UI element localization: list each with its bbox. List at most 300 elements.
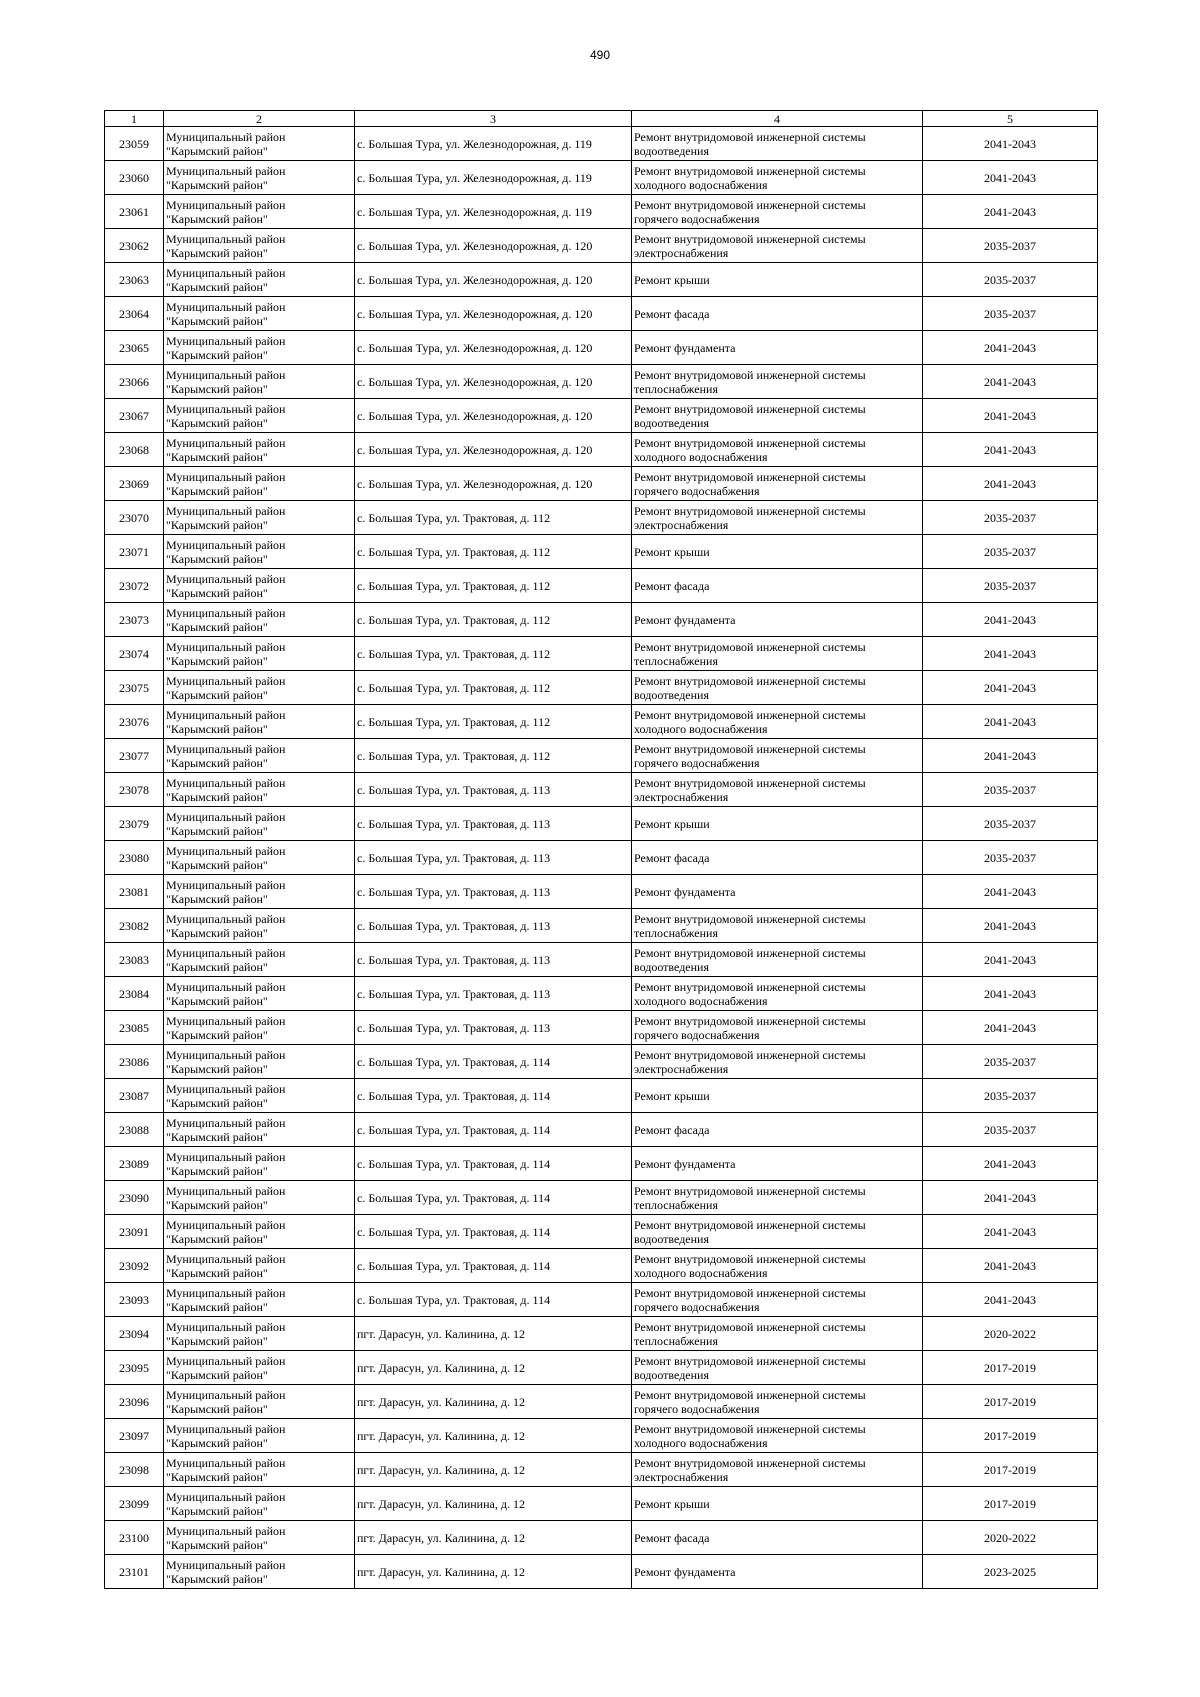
period-cell: 2041-2043 bbox=[923, 1283, 1098, 1317]
row-number-cell: 23096 bbox=[105, 1385, 164, 1419]
period-cell: 2041-2043 bbox=[923, 637, 1098, 671]
work-type-line: горячего водоснабжения bbox=[634, 755, 760, 770]
work-type-line: водоотведения bbox=[634, 415, 709, 430]
row-number-cell: 23067 bbox=[105, 399, 164, 433]
municipality-line: Муниципальный район bbox=[166, 1047, 286, 1062]
work-type-cell bbox=[632, 229, 923, 263]
municipality-cell bbox=[164, 1317, 355, 1351]
row-number-cell: 23079 bbox=[105, 807, 164, 841]
work-type-cell bbox=[632, 1181, 923, 1215]
work-type-line: Ремонт фундамента bbox=[634, 1156, 736, 1171]
address-cell: с. Большая Тура, ул. Железнодорожная, д. 119 bbox=[355, 161, 632, 195]
row-number-cell: 23092 bbox=[105, 1249, 164, 1283]
work-type-line: Ремонт внутридомовой инженерной системы bbox=[634, 1013, 866, 1028]
address-cell: пгт. Дарасун, ул. Калинина, д. 12 bbox=[355, 1453, 632, 1487]
municipality-cell bbox=[164, 433, 355, 467]
period-cell: 2041-2043 bbox=[923, 1011, 1098, 1045]
work-type-line: Ремонт внутридомовой инженерной системы bbox=[634, 1353, 866, 1368]
municipality-line: "Карымский район" bbox=[166, 687, 268, 702]
row-number-cell: 23064 bbox=[105, 297, 164, 331]
work-type-cell bbox=[632, 1351, 923, 1385]
municipality-line: Муниципальный район bbox=[166, 503, 286, 518]
period-cell: 2041-2043 bbox=[923, 433, 1098, 467]
municipality-cell bbox=[164, 1555, 355, 1589]
work-type-line: Ремонт внутридомовой инженерной системы bbox=[634, 367, 866, 382]
column-header-4: 4 bbox=[632, 111, 923, 127]
municipality-cell bbox=[164, 1147, 355, 1181]
municipality-line: "Карымский район" bbox=[166, 483, 268, 498]
work-type-cell bbox=[632, 1487, 923, 1521]
work-type-cell bbox=[632, 1147, 923, 1181]
work-type-cell bbox=[632, 127, 923, 161]
work-type-cell bbox=[632, 1453, 923, 1487]
work-type-line: водоотведения bbox=[634, 1231, 709, 1246]
table-row bbox=[105, 773, 1098, 807]
municipality-line: "Карымский район" bbox=[166, 755, 268, 770]
address-cell: пгт. Дарасун, ул. Калинина, д. 12 bbox=[355, 1351, 632, 1385]
column-header-3: 3 bbox=[355, 111, 632, 127]
work-type-cell bbox=[632, 297, 923, 331]
table-row bbox=[105, 1317, 1098, 1351]
period-cell: 2020-2022 bbox=[923, 1521, 1098, 1555]
period-cell: 2041-2043 bbox=[923, 705, 1098, 739]
table-row bbox=[105, 1555, 1098, 1589]
municipality-line: Муниципальный район bbox=[166, 1523, 286, 1538]
municipality-line: Муниципальный район bbox=[166, 1183, 286, 1198]
municipality-line: Муниципальный район bbox=[166, 877, 286, 892]
municipality-line: Муниципальный район bbox=[166, 367, 286, 382]
period-cell: 2035-2037 bbox=[923, 501, 1098, 535]
work-type-line: холодного водоснабжения bbox=[634, 177, 768, 192]
work-type-line: Ремонт крыши bbox=[634, 544, 710, 559]
address-cell: с. Большая Тура, ул. Трактовая, д. 112 bbox=[355, 637, 632, 671]
municipality-line: "Карымский район" bbox=[166, 721, 268, 736]
work-type-cell bbox=[632, 467, 923, 501]
address-cell: с. Большая Тура, ул. Трактовая, д. 112 bbox=[355, 603, 632, 637]
row-number-cell: 23078 bbox=[105, 773, 164, 807]
municipality-line: Муниципальный район bbox=[166, 333, 286, 348]
row-number-cell: 23095 bbox=[105, 1351, 164, 1385]
period-cell: 2041-2043 bbox=[923, 875, 1098, 909]
table-row bbox=[105, 535, 1098, 569]
address-cell: с. Большая Тура, ул. Трактовая, д. 113 bbox=[355, 909, 632, 943]
address-cell: с. Большая Тура, ул. Трактовая, д. 112 bbox=[355, 739, 632, 773]
row-number-cell: 23073 bbox=[105, 603, 164, 637]
table-row bbox=[105, 807, 1098, 841]
period-cell: 2035-2037 bbox=[923, 535, 1098, 569]
period-cell: 2041-2043 bbox=[923, 603, 1098, 637]
work-type-cell bbox=[632, 1521, 923, 1555]
municipality-line: "Карымский район" bbox=[166, 1333, 268, 1348]
municipality-line: Муниципальный район bbox=[166, 1353, 286, 1368]
municipality-line: "Карымский район" bbox=[166, 619, 268, 634]
municipality-cell bbox=[164, 841, 355, 875]
municipality-cell bbox=[164, 365, 355, 399]
municipality-cell bbox=[164, 875, 355, 909]
municipality-line: "Карымский район" bbox=[166, 1367, 268, 1382]
address-cell: пгт. Дарасун, ул. Калинина, д. 12 bbox=[355, 1521, 632, 1555]
work-type-cell bbox=[632, 569, 923, 603]
address-cell: с. Большая Тура, ул. Трактовая, д. 113 bbox=[355, 1011, 632, 1045]
work-type-line: Ремонт фасада bbox=[634, 850, 710, 865]
work-type-line: холодного водоснабжения bbox=[634, 721, 768, 736]
table-row bbox=[105, 1113, 1098, 1147]
municipality-cell bbox=[164, 1011, 355, 1045]
address-cell: с. Большая Тура, ул. Трактовая, д. 113 bbox=[355, 943, 632, 977]
work-type-line: холодного водоснабжения bbox=[634, 449, 768, 464]
row-number-cell: 23072 bbox=[105, 569, 164, 603]
page-number: 490 bbox=[589, 48, 611, 62]
municipality-cell bbox=[164, 535, 355, 569]
table-row bbox=[105, 1283, 1098, 1317]
period-cell: 2035-2037 bbox=[923, 841, 1098, 875]
work-type-line: Ремонт внутридомовой инженерной системы bbox=[634, 197, 866, 212]
row-number-cell: 23084 bbox=[105, 977, 164, 1011]
address-cell: с. Большая Тура, ул. Трактовая, д. 113 bbox=[355, 807, 632, 841]
address-cell: с. Большая Тура, ул. Трактовая, д. 112 bbox=[355, 671, 632, 705]
municipality-cell bbox=[164, 1351, 355, 1385]
table-row bbox=[105, 1011, 1098, 1045]
work-type-line: теплоснабжения bbox=[634, 381, 718, 396]
work-type-line: горячего водоснабжения bbox=[634, 1027, 760, 1042]
row-number-cell: 23068 bbox=[105, 433, 164, 467]
period-cell: 2041-2043 bbox=[923, 1147, 1098, 1181]
work-type-line: холодного водоснабжения bbox=[634, 993, 768, 1008]
address-cell: с. Большая Тура, ул. Трактовая, д. 114 bbox=[355, 1045, 632, 1079]
period-cell: 2035-2037 bbox=[923, 297, 1098, 331]
municipality-cell bbox=[164, 705, 355, 739]
period-cell: 2017-2019 bbox=[923, 1419, 1098, 1453]
address-cell: с. Большая Тура, ул. Трактовая, д. 114 bbox=[355, 1215, 632, 1249]
work-type-cell bbox=[632, 739, 923, 773]
municipality-cell bbox=[164, 501, 355, 535]
address-cell: с. Большая Тура, ул. Трактовая, д. 113 bbox=[355, 773, 632, 807]
address-cell: с. Большая Тура, ул. Трактовая, д. 114 bbox=[355, 1147, 632, 1181]
address-cell: с. Большая Тура, ул. Железнодорожная, д. 120 bbox=[355, 399, 632, 433]
table-row bbox=[105, 603, 1098, 637]
work-type-cell bbox=[632, 841, 923, 875]
municipality-line: Муниципальный район bbox=[166, 605, 286, 620]
row-number-cell: 23088 bbox=[105, 1113, 164, 1147]
address-cell: с. Большая Тура, ул. Железнодорожная, д. 120 bbox=[355, 365, 632, 399]
address-cell: с. Большая Тура, ул. Трактовая, д. 112 bbox=[355, 705, 632, 739]
work-type-cell bbox=[632, 263, 923, 297]
municipality-line: "Карымский район" bbox=[166, 1299, 268, 1314]
table-row bbox=[105, 501, 1098, 535]
work-type-cell bbox=[632, 1079, 923, 1113]
row-number-cell: 23075 bbox=[105, 671, 164, 705]
municipality-cell bbox=[164, 263, 355, 297]
table-row bbox=[105, 127, 1098, 161]
municipality-line: "Карымский район" bbox=[166, 551, 268, 566]
work-type-cell bbox=[632, 161, 923, 195]
address-cell: с. Большая Тура, ул. Трактовая, д. 114 bbox=[355, 1113, 632, 1147]
row-number-cell: 23100 bbox=[105, 1521, 164, 1555]
column-header-2: 2 bbox=[164, 111, 355, 127]
work-type-line: водоотведения bbox=[634, 687, 709, 702]
row-number-cell: 23099 bbox=[105, 1487, 164, 1521]
municipality-line: "Карымский район" bbox=[166, 1265, 268, 1280]
work-type-cell bbox=[632, 943, 923, 977]
municipality-line: Муниципальный район bbox=[166, 197, 286, 212]
period-cell: 2017-2019 bbox=[923, 1487, 1098, 1521]
address-cell: с. Большая Тура, ул. Железнодорожная, д. 120 bbox=[355, 331, 632, 365]
column-header-5: 5 bbox=[923, 111, 1098, 127]
table-row bbox=[105, 569, 1098, 603]
work-type-line: водоотведения bbox=[634, 1367, 709, 1382]
work-type-cell bbox=[632, 1215, 923, 1249]
period-cell: 2041-2043 bbox=[923, 1215, 1098, 1249]
municipality-line: "Карымский район" bbox=[166, 1095, 268, 1110]
municipality-line: Муниципальный район bbox=[166, 129, 286, 144]
municipality-cell bbox=[164, 1283, 355, 1317]
work-type-line: Ремонт внутридомовой инженерной системы bbox=[634, 1455, 866, 1470]
work-type-line: Ремонт фасада bbox=[634, 306, 710, 321]
work-type-line: электроснабжения bbox=[634, 1061, 729, 1076]
municipality-cell bbox=[164, 297, 355, 331]
municipality-line: Муниципальный район bbox=[166, 843, 286, 858]
period-cell: 2041-2043 bbox=[923, 399, 1098, 433]
municipality-line: "Карымский район" bbox=[166, 347, 268, 362]
municipality-line: Муниципальный район bbox=[166, 945, 286, 960]
work-type-line: электроснабжения bbox=[634, 517, 729, 532]
work-type-line: теплоснабжения bbox=[634, 653, 718, 668]
row-number-cell: 23097 bbox=[105, 1419, 164, 1453]
municipality-line: Муниципальный район bbox=[166, 1251, 286, 1266]
work-type-line: Ремонт внутридомовой инженерной системы bbox=[634, 945, 866, 960]
municipality-line: Муниципальный район bbox=[166, 639, 286, 654]
period-cell: 2041-2043 bbox=[923, 909, 1098, 943]
table-row bbox=[105, 1385, 1098, 1419]
work-type-cell bbox=[632, 1011, 923, 1045]
municipality-line: "Карымский район" bbox=[166, 279, 268, 294]
work-type-line: Ремонт крыши bbox=[634, 1088, 710, 1103]
row-number-cell: 23090 bbox=[105, 1181, 164, 1215]
work-type-line: Ремонт внутридомовой инженерной системы bbox=[634, 1319, 866, 1334]
municipality-line: Муниципальный район bbox=[166, 469, 286, 484]
municipality-cell bbox=[164, 1079, 355, 1113]
municipality-cell bbox=[164, 161, 355, 195]
municipality-line: "Карымский район" bbox=[166, 211, 268, 226]
municipality-line: Муниципальный район bbox=[166, 1421, 286, 1436]
work-type-line: Ремонт внутридомовой инженерной системы bbox=[634, 129, 866, 144]
work-type-line: Ремонт внутридомовой инженерной системы bbox=[634, 1217, 866, 1232]
row-number-cell: 23093 bbox=[105, 1283, 164, 1317]
work-type-cell bbox=[632, 977, 923, 1011]
row-number-cell: 23094 bbox=[105, 1317, 164, 1351]
address-cell: с. Большая Тура, ул. Железнодорожная, д. 119 bbox=[355, 195, 632, 229]
work-type-line: Ремонт внутридомовой инженерной системы bbox=[634, 1387, 866, 1402]
period-cell: 2035-2037 bbox=[923, 807, 1098, 841]
work-type-cell bbox=[632, 1317, 923, 1351]
municipality-line: "Карымский район" bbox=[166, 585, 268, 600]
municipality-line: Муниципальный район bbox=[166, 1489, 286, 1504]
municipality-line: Муниципальный район bbox=[166, 673, 286, 688]
row-number-cell: 23066 bbox=[105, 365, 164, 399]
period-cell: 2041-2043 bbox=[923, 1249, 1098, 1283]
municipality-line: "Карымский район" bbox=[166, 313, 268, 328]
period-cell: 2041-2043 bbox=[923, 365, 1098, 399]
row-number-cell: 23083 bbox=[105, 943, 164, 977]
municipality-line: Муниципальный район bbox=[166, 537, 286, 552]
municipality-line: "Карымский район" bbox=[166, 959, 268, 974]
table-row bbox=[105, 875, 1098, 909]
municipality-line: "Карымский район" bbox=[166, 517, 268, 532]
municipality-line: Муниципальный район bbox=[166, 265, 286, 280]
work-type-line: теплоснабжения bbox=[634, 1197, 718, 1212]
municipality-cell bbox=[164, 229, 355, 263]
row-number-cell: 23074 bbox=[105, 637, 164, 671]
period-cell: 2041-2043 bbox=[923, 977, 1098, 1011]
work-type-cell bbox=[632, 1283, 923, 1317]
row-number-cell: 23076 bbox=[105, 705, 164, 739]
row-number-cell: 23077 bbox=[105, 739, 164, 773]
municipality-cell bbox=[164, 467, 355, 501]
municipality-line: "Карымский район" bbox=[166, 449, 268, 464]
work-type-cell bbox=[632, 1555, 923, 1589]
address-cell: с. Большая Тура, ул. Железнодорожная, д. 120 bbox=[355, 467, 632, 501]
table-row bbox=[105, 1351, 1098, 1385]
municipality-line: "Карымский район" bbox=[166, 143, 268, 158]
table-row bbox=[105, 637, 1098, 671]
address-cell: с. Большая Тура, ул. Трактовая, д. 112 bbox=[355, 569, 632, 603]
work-type-line: горячего водоснабжения bbox=[634, 211, 760, 226]
table-row bbox=[105, 399, 1098, 433]
work-type-cell bbox=[632, 773, 923, 807]
municipality-line: "Карымский район" bbox=[166, 1197, 268, 1212]
row-number-cell: 23089 bbox=[105, 1147, 164, 1181]
table-row bbox=[105, 195, 1098, 229]
address-cell: с. Большая Тура, ул. Трактовая, д. 113 bbox=[355, 875, 632, 909]
municipality-line: Муниципальный район bbox=[166, 707, 286, 722]
municipality-cell bbox=[164, 569, 355, 603]
period-cell: 2041-2043 bbox=[923, 161, 1098, 195]
period-cell: 2017-2019 bbox=[923, 1453, 1098, 1487]
municipality-line: "Карымский район" bbox=[166, 1537, 268, 1552]
column-header-1: 1 bbox=[105, 111, 164, 127]
period-cell: 2035-2037 bbox=[923, 773, 1098, 807]
work-type-cell bbox=[632, 671, 923, 705]
work-type-line: Ремонт фасада bbox=[634, 1122, 710, 1137]
row-number-cell: 23071 bbox=[105, 535, 164, 569]
table-row bbox=[105, 705, 1098, 739]
period-cell: 2035-2037 bbox=[923, 1079, 1098, 1113]
table-row bbox=[105, 1215, 1098, 1249]
work-type-line: электроснабжения bbox=[634, 245, 729, 260]
work-type-cell bbox=[632, 535, 923, 569]
row-number-cell: 23063 bbox=[105, 263, 164, 297]
municipality-line: Муниципальный район bbox=[166, 1013, 286, 1028]
municipality-cell bbox=[164, 1215, 355, 1249]
municipality-line: Муниципальный район bbox=[166, 1081, 286, 1096]
table-row bbox=[105, 943, 1098, 977]
municipality-line: "Карымский район" bbox=[166, 381, 268, 396]
work-type-line: горячего водоснабжения bbox=[634, 483, 760, 498]
work-type-line: Ремонт крыши bbox=[634, 272, 710, 287]
municipality-line: "Карымский район" bbox=[166, 1231, 268, 1246]
work-type-cell bbox=[632, 909, 923, 943]
municipality-line: Муниципальный район bbox=[166, 163, 286, 178]
work-type-cell bbox=[632, 875, 923, 909]
municipality-cell bbox=[164, 671, 355, 705]
municipality-line: "Карымский район" bbox=[166, 1061, 268, 1076]
work-type-cell bbox=[632, 603, 923, 637]
address-cell: с. Большая Тура, ул. Железнодорожная, д. 120 bbox=[355, 297, 632, 331]
work-type-line: Ремонт внутридомовой инженерной системы bbox=[634, 163, 866, 178]
municipality-line: "Карымский район" bbox=[166, 245, 268, 260]
municipality-line: Муниципальный район bbox=[166, 231, 286, 246]
table-header bbox=[105, 111, 1098, 127]
municipality-line: Муниципальный район bbox=[166, 1115, 286, 1130]
period-cell: 2041-2043 bbox=[923, 671, 1098, 705]
table-row bbox=[105, 1419, 1098, 1453]
work-type-cell bbox=[632, 1385, 923, 1419]
work-type-line: Ремонт фасада bbox=[634, 578, 710, 593]
address-cell: пгт. Дарасун, ул. Калинина, д. 12 bbox=[355, 1487, 632, 1521]
municipality-line: Муниципальный район bbox=[166, 1387, 286, 1402]
table-row bbox=[105, 909, 1098, 943]
municipality-line: Муниципальный район bbox=[166, 1217, 286, 1232]
work-type-line: горячего водоснабжения bbox=[634, 1299, 760, 1314]
municipality-line: "Карымский район" bbox=[166, 1027, 268, 1042]
row-number-cell: 23065 bbox=[105, 331, 164, 365]
row-number-cell: 23082 bbox=[105, 909, 164, 943]
period-cell: 2017-2019 bbox=[923, 1351, 1098, 1385]
table-row bbox=[105, 1521, 1098, 1555]
municipality-line: Муниципальный район bbox=[166, 1285, 286, 1300]
work-type-cell bbox=[632, 365, 923, 399]
municipality-cell bbox=[164, 127, 355, 161]
municipality-cell bbox=[164, 195, 355, 229]
work-type-line: теплоснабжения bbox=[634, 925, 718, 940]
work-type-cell bbox=[632, 807, 923, 841]
address-cell: с. Большая Тура, ул. Трактовая, д. 114 bbox=[355, 1181, 632, 1215]
work-type-line: Ремонт внутридомовой инженерной системы bbox=[634, 707, 866, 722]
table-row bbox=[105, 977, 1098, 1011]
municipality-line: Муниципальный район bbox=[166, 1557, 286, 1572]
row-number-cell: 23062 bbox=[105, 229, 164, 263]
municipality-line: "Карымский район" bbox=[166, 1571, 268, 1586]
period-cell: 2017-2019 bbox=[923, 1385, 1098, 1419]
work-type-line: Ремонт внутридомовой инженерной системы bbox=[634, 1421, 866, 1436]
capital-repair-table bbox=[104, 110, 1098, 1589]
period-cell: 2035-2037 bbox=[923, 569, 1098, 603]
work-type-line: Ремонт фундамента bbox=[634, 1564, 736, 1579]
municipality-cell bbox=[164, 1181, 355, 1215]
work-type-line: Ремонт внутридомовой инженерной системы bbox=[634, 979, 866, 994]
work-type-line: Ремонт внутридомовой инженерной системы bbox=[634, 435, 866, 450]
table-row bbox=[105, 1079, 1098, 1113]
work-type-line: холодного водоснабжения bbox=[634, 1435, 768, 1450]
municipality-cell bbox=[164, 1385, 355, 1419]
row-number-cell: 23059 bbox=[105, 127, 164, 161]
work-type-line: Ремонт внутридомовой инженерной системы bbox=[634, 1183, 866, 1198]
municipality-cell bbox=[164, 1419, 355, 1453]
municipality-line: "Карымский район" bbox=[166, 891, 268, 906]
table-row bbox=[105, 671, 1098, 705]
municipality-cell bbox=[164, 773, 355, 807]
period-cell: 2035-2037 bbox=[923, 1113, 1098, 1147]
period-cell: 2020-2022 bbox=[923, 1317, 1098, 1351]
address-cell: пгт. Дарасун, ул. Калинина, д. 12 bbox=[355, 1317, 632, 1351]
municipality-cell bbox=[164, 739, 355, 773]
work-type-line: Ремонт крыши bbox=[634, 1496, 710, 1511]
municipality-cell bbox=[164, 1521, 355, 1555]
table-row bbox=[105, 1487, 1098, 1521]
work-type-line: водоотведения bbox=[634, 959, 709, 974]
municipality-cell bbox=[164, 331, 355, 365]
municipality-cell bbox=[164, 637, 355, 671]
